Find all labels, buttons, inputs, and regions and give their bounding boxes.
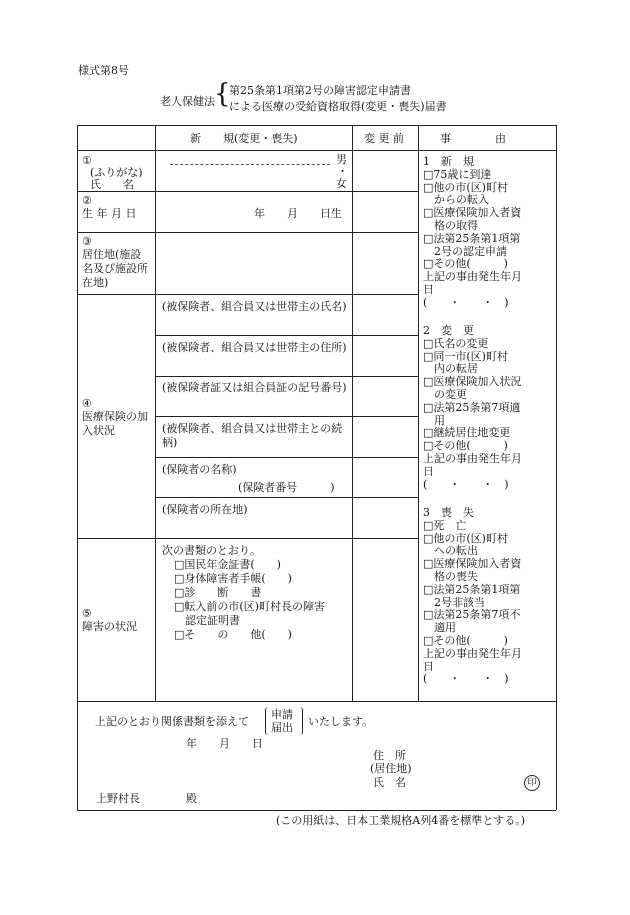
reason-line: 用 xyxy=(423,413,445,427)
title-line-2: による医療の受給資格取得(変更・喪失)届書 xyxy=(229,100,447,113)
reason-line[interactable]: □法第25条第1項第 xyxy=(423,582,521,596)
reason-line: 1 新 規 xyxy=(423,155,474,168)
insurance-holder-address[interactable]: (被保険者、組合員又は世帯主の住所) xyxy=(162,341,347,354)
reason-line: 格の取得 xyxy=(423,218,478,232)
reason-line[interactable]: □その他( ) xyxy=(423,257,508,271)
reason-line: ( ・ ・ ) xyxy=(423,295,509,309)
name-label: 氏 名 xyxy=(90,178,134,191)
reason-change-section[interactable] xyxy=(423,325,543,491)
reason-line[interactable]: □医療保険加入者資 xyxy=(423,557,522,571)
reason-line[interactable]: □法第25条第7項適 xyxy=(423,400,521,414)
reason-line: ( ・ ・ ) xyxy=(423,477,509,491)
insurance-holder-name[interactable]: (被保険者、組合員又は世帯主の氏名) xyxy=(162,300,347,313)
disability-intro: 次の書類のとおり。 xyxy=(162,544,261,557)
reason-line[interactable]: □法第25条第1項第 xyxy=(423,231,521,245)
seal-mark: 印 xyxy=(524,775,540,791)
reason-line: 2 変 更 xyxy=(423,324,474,337)
reason-line[interactable]: □医療保険加入者資 xyxy=(423,206,522,220)
reason-line[interactable]: □75歳に到達 xyxy=(423,167,492,181)
row-number-3: ③ xyxy=(82,235,92,248)
furigana-label: (ふりがな) xyxy=(90,166,143,179)
reason-line: 2号の認定申請 xyxy=(423,244,507,258)
checkbox-medical-certificate[interactable]: □診 断 書 xyxy=(174,586,262,599)
submission-date[interactable]: 年 月 日 xyxy=(186,737,263,750)
transfer-certificate-cont: 認定証明書 xyxy=(174,614,240,627)
column-header-before: 変 更 前 xyxy=(364,132,404,145)
reason-line[interactable]: □継続居住地変更 xyxy=(423,426,511,440)
statement-prefix: 上記のとおり関係書類を添えて xyxy=(95,715,249,728)
insurance-label: 医療保険の加入状況 xyxy=(82,410,148,437)
reason-line[interactable]: □死 亡 xyxy=(423,518,467,532)
reason-line[interactable]: □同一市(区)町村 xyxy=(423,349,508,363)
gender-female[interactable]: 女 xyxy=(336,177,347,190)
reason-new-section[interactable] xyxy=(423,156,543,310)
reason-line: 上記の事由発生年月 xyxy=(423,646,522,660)
reason-line[interactable]: □他の市(区)町村 xyxy=(423,531,508,545)
address-label: 居住地(施設名及び施設所在地) xyxy=(82,248,148,289)
reason-loss-section[interactable] xyxy=(423,507,543,686)
birth-label: 生 年 月 日 xyxy=(82,207,137,220)
option-notify[interactable]: 届出 xyxy=(271,721,293,734)
reason-line[interactable]: □他の市(区)町村 xyxy=(423,180,508,194)
furigana-line[interactable] xyxy=(170,164,330,165)
insurance-card-number[interactable]: (被保険者証又は組合員証の記号番号) xyxy=(162,381,347,394)
address-field[interactable] xyxy=(156,233,351,293)
form-number: 様式第8号 xyxy=(78,64,129,77)
reason-line[interactable]: □法第25条第7項不 xyxy=(423,608,521,622)
paper-note: (この用紙は、日本工業規格A列4番を標準とする。) xyxy=(276,814,526,827)
row-number-5: ⑤ xyxy=(82,607,92,620)
recipient: 上野村長 xyxy=(96,792,140,805)
insurer-number[interactable]: (保険者番号 ) xyxy=(238,481,335,494)
reason-line: 格の喪失 xyxy=(423,569,478,583)
reason-line[interactable]: □氏名の変更 xyxy=(423,336,489,350)
reason-line: の変更 xyxy=(423,387,467,401)
column-header-new: 新 規(変更・喪失) xyxy=(190,132,298,145)
reason-line: 上記の事由発生年月 xyxy=(423,270,522,284)
reason-line[interactable]: □医療保険加入状況 xyxy=(423,375,522,389)
title-line-1: 第25条第1項第2号の障害認定申請書 xyxy=(229,84,411,97)
reason-line: 日 xyxy=(423,464,434,478)
checkbox-pension-certificate[interactable]: □国民年金証書( ) xyxy=(174,558,281,571)
row-number-1: ① xyxy=(82,154,92,167)
honorific: 殿 xyxy=(186,792,197,805)
gender-male[interactable]: 男 xyxy=(336,153,347,166)
reason-line: 内の転居 xyxy=(423,362,478,376)
reason-line[interactable]: □その他( ) xyxy=(423,633,508,647)
column-header-reason: 事 由 xyxy=(440,132,506,145)
checkbox-disability-handbook[interactable]: □身体障害者手帳( ) xyxy=(174,572,292,585)
option-apply[interactable]: 申請 xyxy=(271,708,293,721)
title-brace: { xyxy=(214,79,231,109)
insurer-address[interactable]: (保険者の所在地) xyxy=(162,503,248,516)
reason-line: 適用 xyxy=(423,621,456,635)
reason-line: 3 喪 失 xyxy=(423,506,474,519)
birth-date-field[interactable]: 年 月 日生 xyxy=(254,207,342,220)
insurance-relationship[interactable]: (被保険者、組合員又は世帯主との続柄) xyxy=(162,422,343,449)
reason-line: 上記の事由発生年月 xyxy=(423,451,522,465)
applicant-name-label: 氏 名 xyxy=(373,776,406,789)
reason-line: からの転入 xyxy=(423,193,489,207)
reason-line: への転出 xyxy=(423,544,478,558)
residence-label: (居住地) xyxy=(370,762,412,775)
disability-label: 障害の状況 xyxy=(82,620,137,633)
row-number-4: ④ xyxy=(82,397,92,410)
insurer-name[interactable]: (保険者の名称) xyxy=(162,463,237,476)
checkbox-transfer-certificate[interactable]: □転入前の市(区)町村長の障害 xyxy=(174,600,325,613)
checkbox-other[interactable]: □そ の 他( ) xyxy=(174,628,292,641)
law-name: 老人保健法 xyxy=(160,95,215,108)
gender-separator: ・ xyxy=(337,165,348,178)
row-number-2: ② xyxy=(82,194,92,207)
address-label-footer: 住 所 xyxy=(373,749,406,762)
reason-line: 2号非該当 xyxy=(423,595,485,609)
reason-line: 日 xyxy=(423,282,434,296)
statement-suffix: いたします。 xyxy=(308,715,374,728)
reason-line: ( ・ ・ ) xyxy=(423,672,509,686)
reason-line: 日 xyxy=(423,659,434,673)
reason-line[interactable]: □その他( ) xyxy=(423,439,508,453)
